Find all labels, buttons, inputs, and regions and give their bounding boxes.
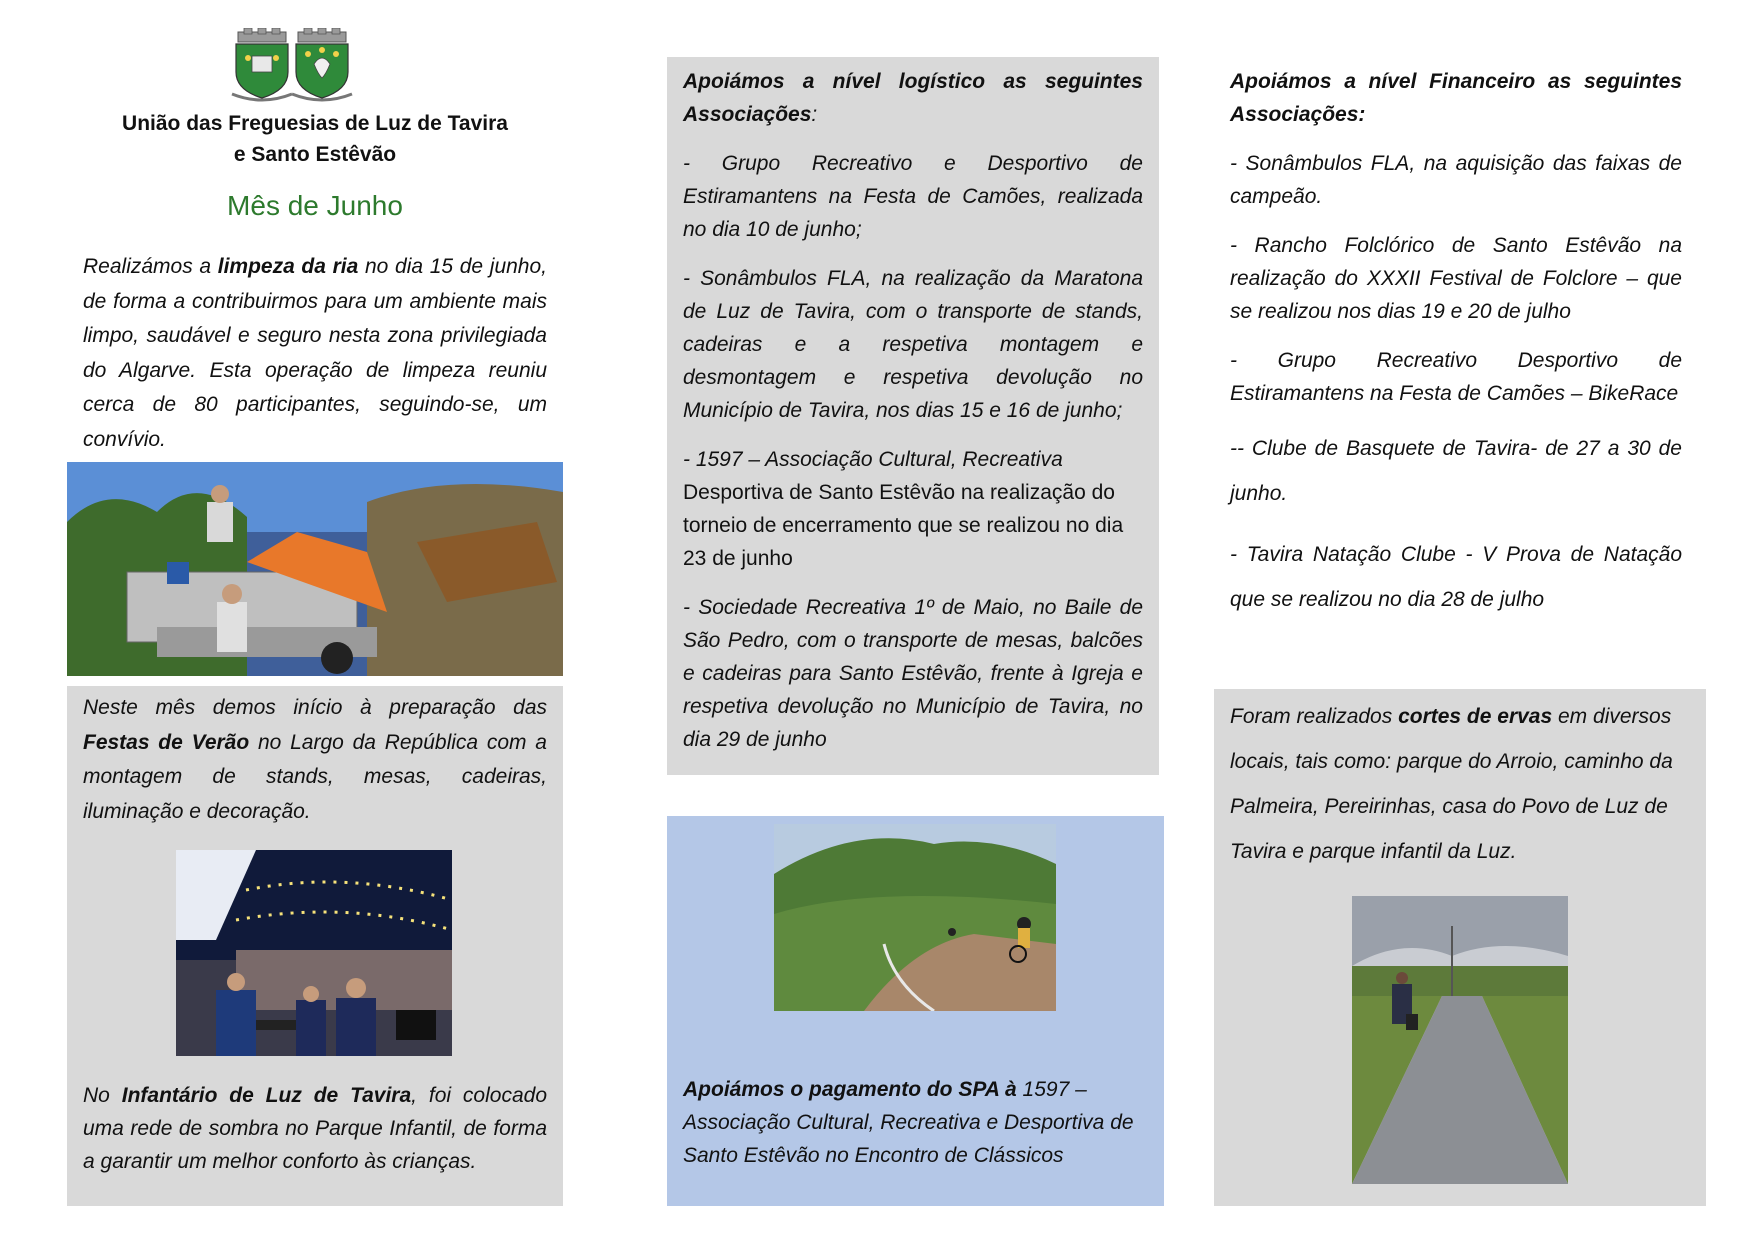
festas-text-post: no Largo da República com a montagem de stands, mesas, cadeiras, iluminação e decoração. (83, 730, 547, 823)
logistic-item: - Sonâmbulos FLA, na realização da Maratona de Luz de Tavira, com o transporte de stands, cadeiras e a respetiva montagem e desmontagem e respetiva devolução no Município de Tavira, nos dias 15 e 16 de junho; (683, 267, 1143, 422)
ria-cleanup-photo (67, 462, 563, 676)
ria-text-pre: Realizámos a (83, 255, 218, 278)
festas-text-bold: Festas de Verão (83, 730, 250, 754)
ria-cleanup-paragraph (83, 250, 547, 457)
grass-cutting-photo (1352, 896, 1568, 1184)
organization-line-1: União das Freguesias de Luz de Tavira (122, 112, 508, 135)
infantario-text-pre: No (83, 1084, 122, 1107)
financial-item: - Rancho Folclórico de Santo Estêvão na realização do XXXII Festival de Folclore – que se realizou nos dias 19 e 20 de julho (1230, 234, 1682, 323)
logistic-title-colon: : (811, 103, 818, 126)
crest-santo-estevao (290, 28, 354, 104)
spa-paragraph (683, 1073, 1153, 1172)
logistic-item: - Grupo Recreativo e Desportivo de Estiramantens na Festa de Camões, realizada no dia 10 de junho; (683, 152, 1143, 241)
crest-luz-tavira (230, 28, 294, 104)
cortes-text-post: em diversos locais, tais como: parque do Arroio, caminho da Palmeira, Pereirinhas, casa do Povo de Luz de Tavira e parque infantil da Luz. (1230, 705, 1673, 863)
financial-item: - Grupo Recreativo Desportivo de Estiramantens na Festa de Camões – BikeRace (1230, 349, 1682, 405)
financial-item: - Tavira Natação Clube - V Prova de Natação que se realizou no dia 28 de julho (1230, 543, 1682, 611)
financial-item: -- Clube de Basquete de Tavira- de 27 a 30 de junho. (1230, 437, 1682, 505)
spa-text-bold: Apoiámos o pagamento do SPA à (683, 1078, 1017, 1101)
infantario-text-post: , foi colocado uma rede de sombra no Parque Infantil, de forma a garantir um melhor conforto às crianças. (83, 1084, 547, 1173)
financial-support-list (1230, 65, 1682, 622)
logistic-support-list (683, 65, 1143, 756)
organization-line-2: e Santo Estêvão (233, 143, 397, 166)
festas-photo (176, 850, 452, 1056)
logistic-title: Apoiámos a nível logístico as seguintes Associações (683, 70, 1143, 126)
spa-text-rest: 1597 – Associação Cultural, Recreativa e Desportiva de Santo Estêvão no Encontro de Clássicos (683, 1078, 1134, 1167)
festas-text-pre: Neste mês demos início à preparação das (83, 696, 547, 719)
infantario-paragraph (83, 1079, 547, 1178)
organization-name (110, 108, 520, 170)
logistic-item: - Sociedade Recreativa 1º de Maio, no Baile de São Pedro, com o transporte de mesas, balcões e cadeiras para Santo Estêvão, frente à Igreja e respetiva devolução no Município de Tavira, no dia 29 de junho (683, 596, 1143, 751)
infantario-text-bold: Infantário de Luz de Tavira (121, 1084, 412, 1107)
ria-text-post: no dia 15 de junho, de forma a contribuirmos para um ambiente mais limpo, saudável e seguro nesta zona privilegiada do Algarve. Esta operação de limpeza reuniu cerca de 80 participantes, seguindo-se, um convívio. (83, 255, 547, 451)
bike-trail-photo (774, 824, 1056, 1011)
page-title: Mês de Junho (227, 190, 403, 221)
cortes-text-bold: cortes de ervas (1398, 705, 1553, 728)
ria-text-bold: limpeza da ria (217, 255, 359, 278)
logistic-item-1597 (683, 443, 1143, 575)
cortes-paragraph (1230, 694, 1694, 874)
financial-title: Apoiámos a nível Financeiro as seguintes Associações: (1230, 70, 1682, 126)
logistic-item-1597-italic: - 1597 – Associação Cultural, Recreativa (683, 448, 1063, 471)
festas-paragraph (83, 691, 547, 829)
cortes-text-pre: Foram realizados (1230, 705, 1399, 728)
financial-item: - Sonâmbulos FLA, na aquisição das faixas de campeão. (1230, 152, 1682, 208)
logistic-item-1597-rest: Desportiva de Santo Estêvão na realização do torneio de encerramento que se realizou no dia 23 de junho (683, 481, 1124, 570)
